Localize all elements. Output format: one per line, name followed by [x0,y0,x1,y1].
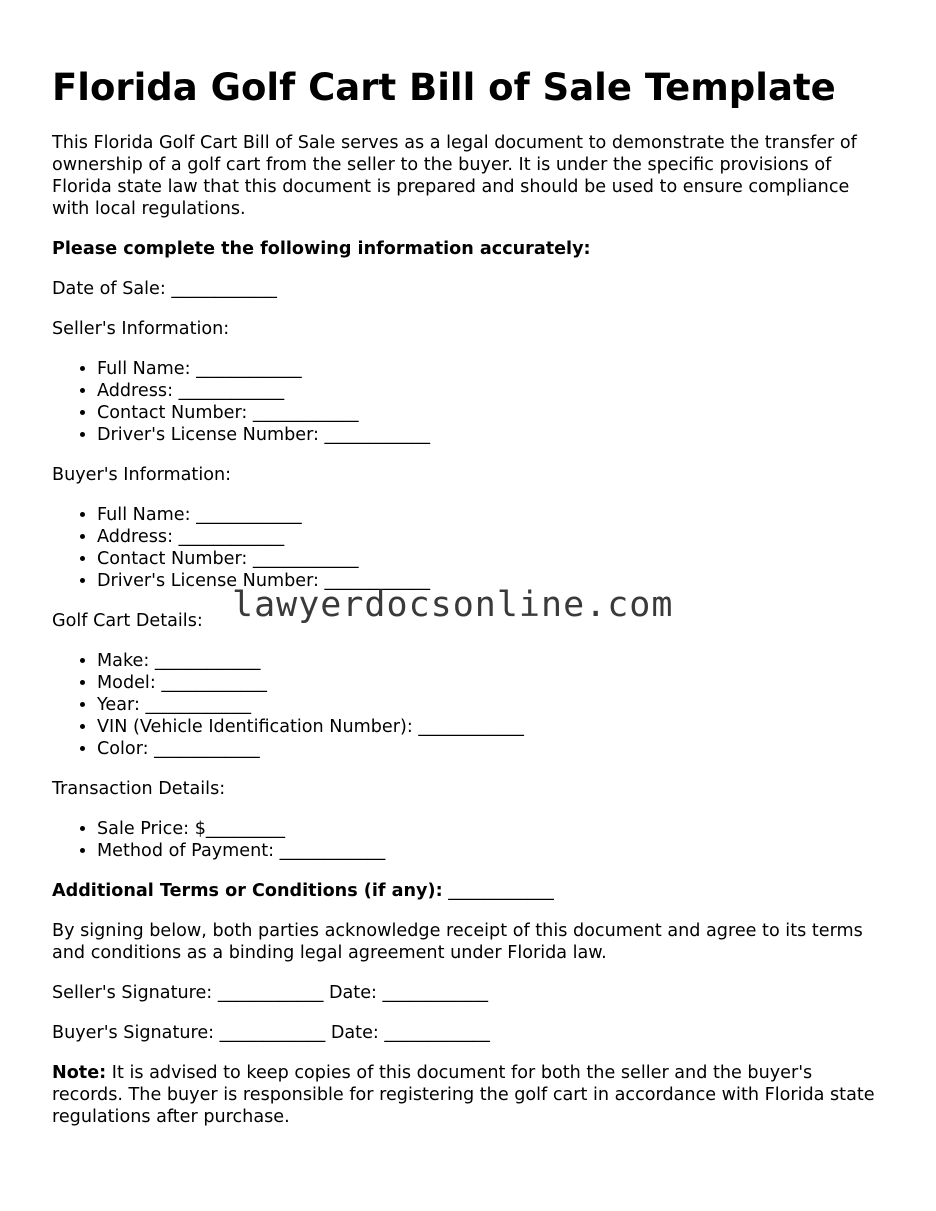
note-label: Note: [52,1063,107,1083]
watermark-text: lawyerdocsonline.com [232,585,674,625]
buyer-section-heading: Buyer's Information: [52,465,232,485]
cart-year-field: • Year: ____________ [97,694,882,716]
cart-model-field: • Model: ____________ [97,672,882,694]
additional-terms-field [52,880,882,902]
payment-method-field: • Method of Payment: ____________ [97,840,882,862]
intro-paragraph: This Florida Golf Cart Bill of Sale serves as a legal document to demonstrate the transfer of ownership of a golf cart from the seller to the buyer. It is under the specific provisions of Florida state law that this document is prepared and should be used to ensure compliance with local regulations. [52,133,857,219]
instruction-heading: Please complete the following information accurately: [52,239,591,259]
cart-color-field: • Color: ____________ [97,738,882,760]
additional-terms-blank: ____________ [442,881,554,901]
agreement-paragraph: By signing below, both parties acknowledge receipt of this document and agree to its terms and conditions as a binding legal agreement under Florida law. [52,921,863,963]
golf-cart-details-list [52,650,882,760]
document-page [52,62,882,1146]
seller-info-list [52,358,882,446]
buyer-full-name-field: • Full Name: ____________ [97,504,882,526]
seller-license-number-field: • Driver's License Number: ____________ [97,424,882,446]
buyer-address-field: • Address: ____________ [97,526,882,548]
seller-full-name-field: • Full Name: ____________ [97,358,882,380]
note-text: It is advised to keep copies of this document for both the seller and the buyer's records. The buyer is responsible for registering the golf cart in accordance with Florida state regulations after purchase. [52,1063,875,1127]
golf-cart-section-heading: Golf Cart Details: [52,611,203,631]
date-of-sale-field: Date of Sale: ____________ [52,279,277,299]
cart-make-field: • Make: ____________ [97,650,882,672]
sale-price-field: • Sale Price: $_________ [97,818,882,840]
buyer-contact-number-field: • Contact Number: ____________ [97,548,882,570]
seller-section-heading: Seller's Information: [52,319,230,339]
buyer-signature-line: Buyer's Signature: ____________ Date: ____________ [52,1023,490,1043]
additional-terms-label: Additional Terms or Conditions (if any): [52,881,443,901]
note-paragraph [52,1062,882,1128]
buyer-license-number-field: • Driver's License Number: ____________ [97,570,882,592]
buyer-info-list [52,504,882,592]
transaction-section-heading: Transaction Details: [52,779,226,799]
page-title: Florida Golf Cart Bill of Sale Template [52,66,836,109]
seller-contact-number-field: • Contact Number: ____________ [97,402,882,424]
transaction-details-list [52,818,882,862]
seller-signature-line: Seller's Signature: ____________ Date: ____________ [52,983,489,1003]
seller-address-field: • Address: ____________ [97,380,882,402]
cart-vin-field: • VIN (Vehicle Identification Number): ____________ [97,716,882,738]
